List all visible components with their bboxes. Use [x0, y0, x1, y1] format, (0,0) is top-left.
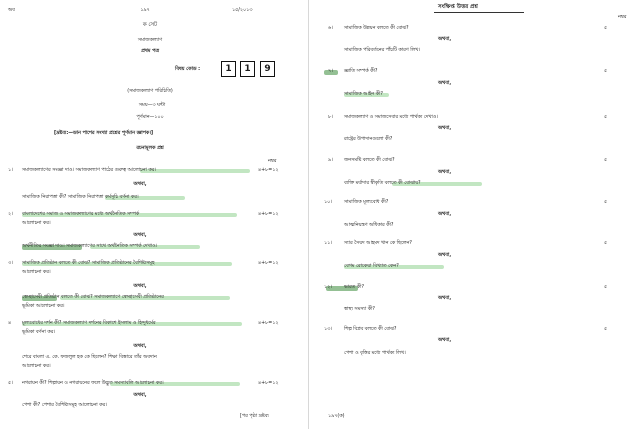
- q2-alt: অর্থনীতির সংজ্ঞা দাও। সমাজকল্যাণের সাথে অর্থনৈতিক সম্পর্ক দেখাও।: [22, 244, 158, 249]
- q11-number: ১১।: [324, 241, 332, 246]
- q4-alt: শেরে বাংলা এ. কে. ফজলুল হক কে ছিলেন? শিক্ষা বিস্তারে তাঁর অবদান: [22, 355, 157, 360]
- q6-text: সামাজিক উন্নয়ন বলতে কী বোঝ?: [344, 26, 409, 31]
- q4-number: ৪: [8, 321, 12, 326]
- q13-number: ১৩।: [324, 327, 332, 332]
- q11-alt: বেগম রোকেয়া বিখ্যাত কেন?: [344, 264, 399, 269]
- q9-text: জনসমষ্টি বলতে কী বোঝ?: [344, 158, 395, 163]
- q6-marks: ৫: [604, 26, 608, 31]
- q7-text: জ্ঞাতি সম্পর্ক কী?: [344, 69, 378, 74]
- short-answer-header: সংক্ষিপ্ত উত্তর প্রশ্ন: [438, 4, 478, 10]
- time: সময়—৩ ঘন্টা: [138, 103, 166, 108]
- q11-or: অথবা,: [438, 253, 452, 258]
- q4-or: অথবা,: [133, 344, 147, 349]
- footer-code: ১৯৭(ক): [328, 414, 345, 419]
- q6-number: ৬।: [328, 26, 333, 31]
- q3-text-cont: আলোচনা কর।: [22, 270, 51, 275]
- note: [দ্রষ্টব্য:—ডান পাশের সংখ্যা প্রশ্নের পূর্ণমান জ্ঞাপক।]: [54, 131, 154, 136]
- q9-alt: ব্যক্তি মর্যাদার স্বীকৃতি বলতে কী বোঝায়?: [344, 181, 421, 186]
- q7-alt: সামাজিক আইন কী?: [344, 92, 383, 97]
- q1-text: সমাজকল্যাণের সংজ্ঞা দাও। সমাজকল্যাণ পাঠের গুরুত্ব আলোচনা কর।: [22, 168, 157, 173]
- q8-number: ৮।: [328, 115, 333, 120]
- left-page: [0, 0, 306, 429]
- q8-alt: রাষ্ট্রের উপাদানগুলো কী?: [344, 137, 393, 142]
- q12-or: অথবা,: [438, 296, 452, 301]
- q13-or: অথবা,: [438, 338, 452, 343]
- q7-or: অথবা,: [438, 81, 452, 86]
- q3-or: অথবা,: [133, 284, 147, 289]
- right-page: [312, 0, 636, 429]
- q4-marks: ৪+৮=১২: [258, 321, 279, 326]
- footer-turn-page: [পর পৃষ্ঠা দ্রষ্টব্য: [240, 414, 269, 419]
- q10-text: সামাজিক মূল্যবোধ কী?: [344, 200, 389, 205]
- paper: প্রথম পত্র: [141, 49, 159, 54]
- q10-number: ১০।: [324, 200, 332, 205]
- exam-type: (সমাজকল্যাণ পরিচিতি): [127, 89, 173, 94]
- q13-text: শিল্প বিপ্লব বলতে কী বোঝ?: [344, 327, 397, 332]
- page-divider: [308, 0, 309, 429]
- section-title: রচনামূলক প্রশ্ন: [136, 146, 164, 151]
- q4-text-cont: ভূমিকা বর্ণনা কর।: [22, 330, 55, 335]
- code-digit-3: 9: [260, 61, 275, 77]
- q5-or: অথবা,: [133, 393, 147, 398]
- q6-or: অথবা,: [438, 37, 452, 42]
- q5-marks: ৪+৮=১২: [258, 381, 279, 386]
- subject: সমাজকল্যাণ: [137, 38, 163, 43]
- q8-or: অথবা,: [438, 126, 452, 131]
- q1-number: ১।: [8, 168, 13, 173]
- q2-number: ২।: [8, 212, 13, 217]
- q7-number: ৭।: [328, 69, 333, 74]
- q6-alt: সামাজিক পরিবর্তনের পাঁচটি কারণ লিখ।: [344, 48, 421, 53]
- q2-text: বাংলাদেশের সমাজ ও সমাজকল্যাণের মধ্যে অর্থনৈতিক সম্পর্ক: [22, 212, 140, 217]
- q4-alt-cont: আলোচনা কর।: [22, 364, 51, 369]
- header-left: অব: [8, 8, 15, 13]
- q3-marks: ৪+৮=১২: [258, 261, 279, 266]
- q9-number: ৯।: [328, 158, 333, 163]
- header-right: ১৫/২০১৩: [232, 8, 253, 13]
- q8-text: সমাজকল্যাণ ও সমাজসেবার মধ্যে পার্থক্য দেখাও।: [344, 115, 439, 120]
- set-title: ক সেট: [142, 22, 158, 28]
- q7-marks: ৫: [604, 69, 608, 74]
- highlight-mark: [140, 169, 250, 173]
- q8-marks: ৫: [604, 115, 608, 120]
- q12-alt: স্বাস্থ্য সমস্যা কী?: [344, 307, 375, 312]
- q12-text: ভারত কী?: [344, 285, 365, 290]
- q3-number: ৩।: [8, 261, 13, 266]
- q2-marks: ৪+৮=১২: [258, 212, 279, 217]
- q1-or: অথবা,: [133, 182, 147, 187]
- q3-alt: স্বেচ্ছাসেবী প্রতিষ্ঠান বলতে কী বোঝ? সমাজকল্যাণে স্বেচ্ছাসেবী প্রতিষ্ঠানের: [22, 295, 164, 300]
- q12-marks: ৫: [604, 285, 608, 290]
- q5-alt: পেশা কী? পেশার বৈশিষ্ট্যসমূহ আলোচনা কর।: [22, 403, 107, 408]
- q11-text: স্যার সৈয়দ আহমদ খান কে ছিলেন?: [344, 241, 412, 246]
- marks-column-label: নম্বর: [268, 159, 277, 164]
- q2-text-cont: আলোচনা কর।: [22, 221, 51, 226]
- q4-text: মূল্যবোধের দর্শন কী? সমাজকল্যাণ দর্শনের বিকাশে ইসলাম ও হিন্দুধর্মের: [22, 321, 156, 326]
- code-digit-2: 1: [240, 61, 255, 77]
- q12-number: ১২।: [324, 285, 332, 290]
- q1-marks: ৪+৮=১২: [258, 168, 279, 173]
- subject-code-label: বিষয় কোড :: [175, 67, 200, 72]
- q10-or: অথবা,: [438, 212, 452, 217]
- marks-total: পূর্ণমান—১০০: [136, 115, 164, 120]
- q13-marks: ৫: [604, 327, 608, 332]
- q11-marks: ৫: [604, 241, 608, 246]
- q10-alt: আত্মনিয়ন্ত্রণ অধিকার কী?: [344, 223, 394, 228]
- q9-or: অথবা,: [438, 170, 452, 175]
- q10-marks: ৫: [604, 200, 608, 205]
- q3-alt-cont: ভূমিকা আলোচনা কর।: [22, 304, 65, 309]
- q5-text: নগরায়ন কী? শিল্পায়ন ও নগরায়নের ফলে উদ্ভূত সমস্যাবলি আলোচনা কর।: [22, 381, 164, 386]
- q13-alt: পেশা ও বৃত্তির মধ্যে পার্থক্য লিখ।: [344, 351, 406, 356]
- q1-alt: সামাজিক নিরাপত্তা কী? সামাজিক নিরাপত্তা কর্মসূচি বর্ণনা কর।: [22, 195, 139, 200]
- header-underline: [434, 12, 524, 13]
- q2-or: অথবা,: [133, 233, 147, 238]
- header-center: ১৯৭: [140, 8, 150, 13]
- q3-text: সামাজিক প্রতিষ্ঠান বলতে কী বোঝ? সামাজিক প্রতিষ্ঠানের বৈশিষ্ট্যসমূহ: [22, 261, 155, 266]
- q5-number: ৫।: [8, 381, 13, 386]
- marks-column-label: নম্বর: [618, 15, 627, 20]
- code-digit-1: 1: [221, 61, 236, 77]
- q9-marks: ৫: [604, 158, 608, 163]
